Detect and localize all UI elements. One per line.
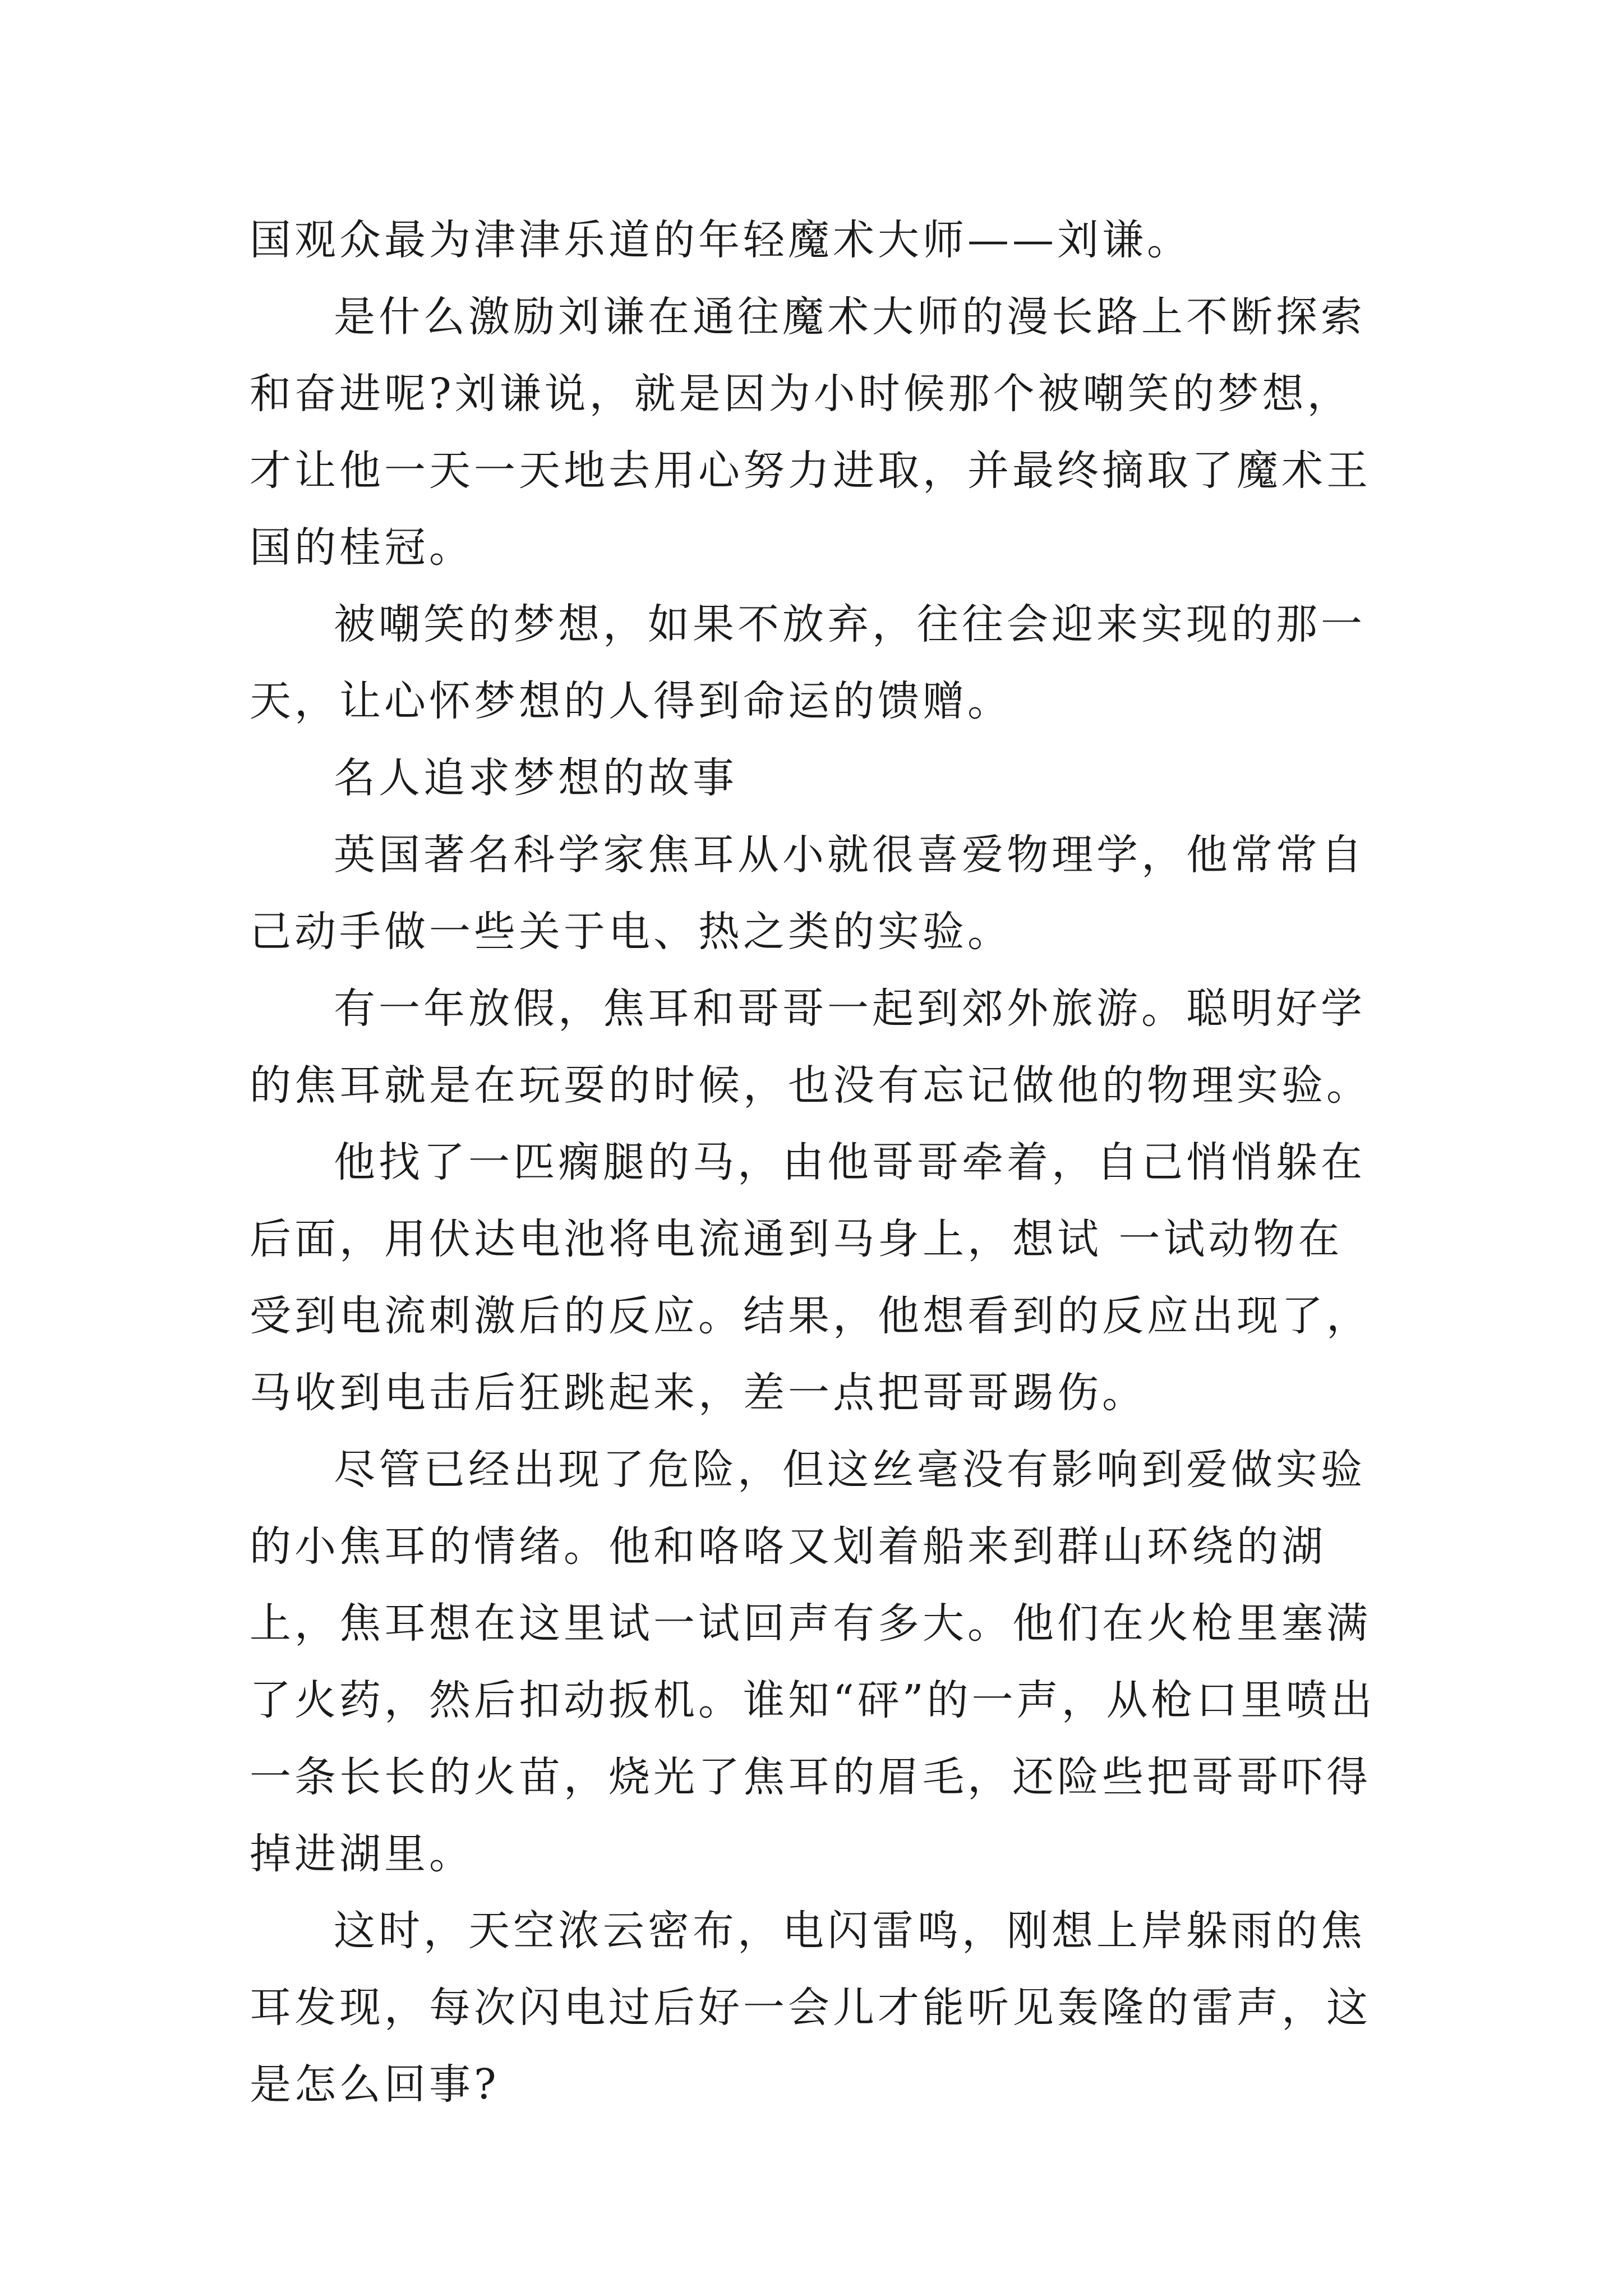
- section-heading: 名人追求梦想的故事: [334, 754, 737, 802]
- paragraph: 这时，天空浓云密布，电闪雷鸣，刚想上岸躲雨的焦耳发现，每次闪电过后好一会儿才能听见轰隆的雷声，这是怎么回事?: [250, 1907, 1371, 2109]
- document-body: [250, 202, 1380, 2123]
- paragraph: 英国著名科学家焦耳从小就很喜爱物理学，他常常自己动手做一些关于电、热之类的实验。: [250, 831, 1366, 956]
- paragraph: 尽管已经出现了危险，但这丝毫没有影响到爱做实验的小焦耳的情绪。他和咯咯又划着船来到群山环绕的湖上，焦耳想在这里试一试回声有多大。他们在火枪里塞满了火药，然后扣动扳机。谁知“砰”的一声，从枪口里喷出一条长长的火苗，烧光了焦耳的眉毛，还险些把哥哥吓得掉进湖里。: [250, 1446, 1376, 1878]
- paragraph: 他找了一匹瘸腿的马，由他哥哥牵着，自己悄悄躲在后面，用伏达电池将电流通到马身上，想试 一试动物在受到电流刺激后的反应。结果，他想看到的反应出现了，马收到电击后狂跳起来，差一点把哥哥踢伤。: [250, 1138, 1371, 1417]
- paragraph: 被嘲笑的梦想，如果不放弃，往往会迎来实现的那一天，让心怀梦想的人得到命运的馈赠。: [250, 600, 1366, 725]
- paragraph-continuation: 国观众最为津津乐道的年轻魔术大师——刘谦。: [250, 216, 1192, 264]
- paragraph: 是什么激励刘谦在通往魔术大师的漫长路上不断探索和奋进呢?刘谦说，就是因为小时候那个被嘲笑的梦想，才让他一天一天地去用心努力进取，并最终摘取了魔术王国的桂冠。: [250, 293, 1371, 572]
- paragraph: 有一年放假，焦耳和哥哥一起到郊外旅游。聪明好学的焦耳就是在玩耍的时候，也没有忘记做他的物理实验。: [250, 984, 1371, 1110]
